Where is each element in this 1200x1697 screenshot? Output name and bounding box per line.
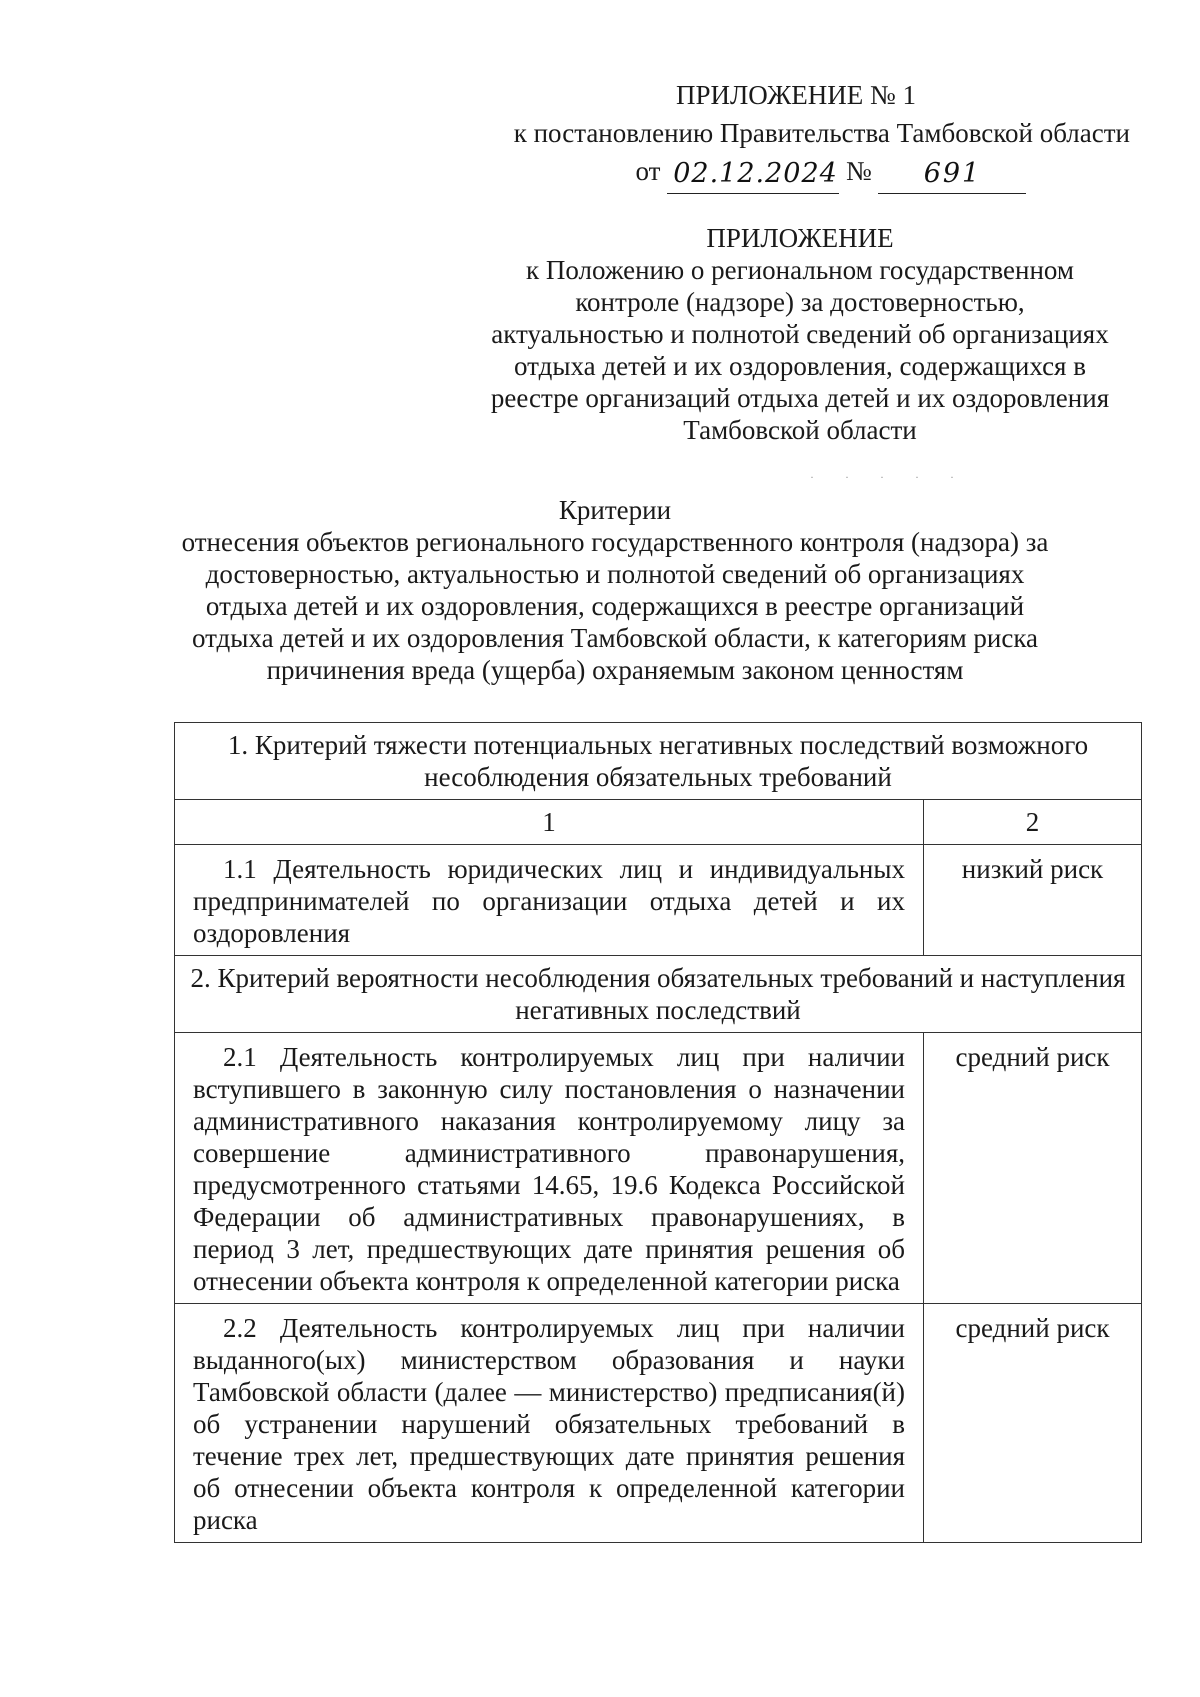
criterion-description xyxy=(175,845,924,956)
appendix-2-title: ПРИЛОЖЕНИЕ xyxy=(706,223,894,253)
handwritten-date: 02.12.2024 xyxy=(667,155,839,194)
table-row xyxy=(175,845,1142,956)
section-1-header: 1. Критерий тяжести потенциальных негативных последствий возможного несоблюдения обязательных требований xyxy=(175,723,1142,800)
appendix-1-title: ПРИЛОЖЕНИЕ № 1 xyxy=(675,80,917,110)
criterion-2-1-text: 2.1 Деятельность контролируемых лиц при наличии вступившего в законную силу постановления о назначении административного наказания контролируемому лицу за совершение административного правонарушения, предусмотренного статьями 14.65, 19.6 Кодекса Российской Федерации об административных правонарушениях, в период 3 лет, предшествующих дате принятия решения об отнесении объекта контроля к определенной категории риска xyxy=(193,1042,905,1296)
table-row xyxy=(175,723,1142,800)
appendix-2-line: к Положению о региональном государственном xyxy=(526,255,1074,285)
criteria-line: отнесения объектов регионального государственного контроля (надзора) за xyxy=(181,527,1049,557)
appendix-1-subtitle: к постановлению Правительства Тамбовской области xyxy=(513,118,1130,148)
table-row xyxy=(175,956,1142,1033)
criteria-line: отдыха детей и их оздоровления, содержащихся в реестре организаций xyxy=(205,591,1025,621)
risk-category: средний риск xyxy=(924,1304,1142,1543)
appendix-1-date-line xyxy=(440,152,1130,192)
appendix-1-header xyxy=(440,76,1130,192)
criterion-description xyxy=(175,1304,924,1543)
appendix-2-line: отдыха детей и их оздоровления, содержащихся в xyxy=(514,351,1086,381)
appendix-2-line: контроле (надзоре) за достоверностью, xyxy=(575,287,1025,317)
criteria-line: достоверностью, актуальностью и полнотой сведений об организациях xyxy=(205,559,1025,589)
column-number-1: 1 xyxy=(175,800,924,845)
criteria-table xyxy=(174,722,1142,1543)
criteria-title: Критерии xyxy=(558,495,672,525)
handwritten-number: 691 xyxy=(878,155,1026,194)
appendix-2-header xyxy=(470,222,1130,446)
section-2-header: 2. Критерий вероятности несоблюдения обязательных требований и наступления негативных последствий xyxy=(175,956,1142,1033)
appendix-2-line: Тамбовской области xyxy=(683,415,917,445)
number-prefix: № xyxy=(845,156,872,186)
column-number-2: 2 xyxy=(924,800,1142,845)
criterion-2-2-text: 2.2 Деятельность контролируемых лиц при наличии выданного(ых) министерством образования и науки Тамбовской области (далее — министерство) предписания(й) об устранении нарушений обязательных требований в течение трех лет, предшествующих дате принятия решения об отнесении объекта контроля к определенной категории риска xyxy=(193,1313,905,1535)
criterion-description xyxy=(175,1033,924,1304)
risk-category: средний риск xyxy=(924,1033,1142,1304)
scan-speckles: · · · · · xyxy=(810,470,968,484)
appendix-2-line: реестре организаций отдыха детей и их оздоровления xyxy=(490,383,1110,413)
criteria-heading xyxy=(150,494,1080,686)
table-row xyxy=(175,800,1142,845)
criterion-1-1-text: 1.1 Деятельность юридических лиц и индивидуальных предпринимателей по организации отдыха детей и их оздоровления xyxy=(193,854,905,948)
criteria-line: отдыха детей и их оздоровления Тамбовской области, к категориям риска xyxy=(191,623,1039,653)
date-prefix: от xyxy=(635,156,661,186)
table-row xyxy=(175,1304,1142,1543)
appendix-2-line: актуальностью и полнотой сведений об организациях xyxy=(491,319,1109,349)
table-row xyxy=(175,1033,1142,1304)
criteria-line: причинения вреда (ущерба) охраняемым законом ценностям xyxy=(266,655,964,685)
risk-category: низкий риск xyxy=(924,845,1142,956)
